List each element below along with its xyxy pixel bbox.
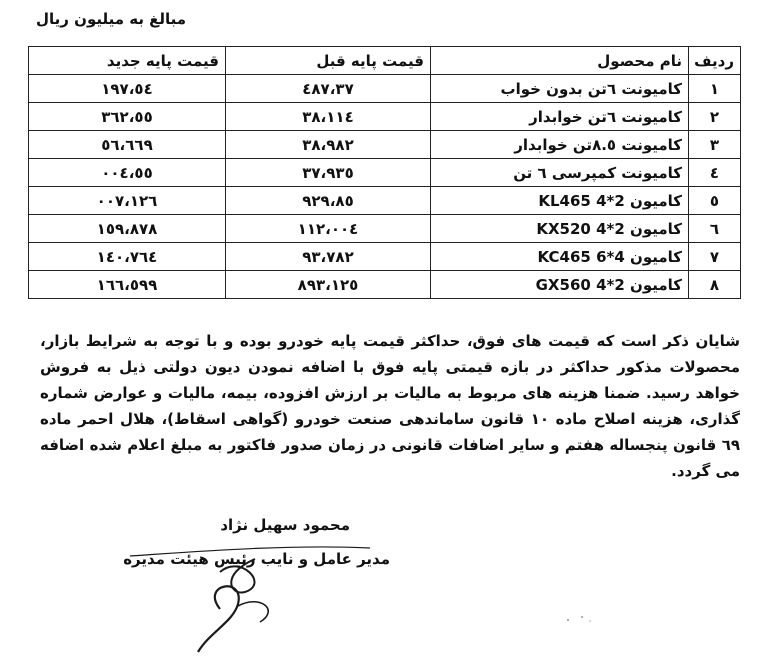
old-price: ۱۲٥،۸۹۳: [226, 271, 431, 299]
table-row: [29, 243, 741, 271]
old-price: ۱۱۲،۰۰٤: [226, 215, 431, 243]
row-number: ۲: [689, 103, 741, 131]
scan-specks: [560, 600, 620, 630]
product-name: کامیونت ٦تن بدون خواب: [431, 75, 689, 103]
old-price: ۳۸،۹۸۲: [226, 131, 431, 159]
row-number: ۷: [689, 243, 741, 271]
table-row: [29, 187, 741, 215]
table-header-row: [29, 47, 741, 75]
signer-title: مدیر عامل و نایب رئیس هیئت مدیره: [123, 550, 390, 568]
product-name: کامیون 2*4 KX520: [431, 215, 689, 243]
row-number: ۱: [689, 75, 741, 103]
new-price: ۱٦٦،٥۹۹: [29, 271, 226, 299]
table-row: [29, 159, 741, 187]
old-price: ۳۷،٤۸۷: [226, 75, 431, 103]
signature-block: [70, 514, 410, 654]
header-row-number: ردیف: [689, 47, 741, 75]
product-name: کامیون 4*6 KC465: [431, 243, 689, 271]
header-new-price: قیمت پایه جدید: [29, 47, 226, 75]
new-price: ٥٤،۱۹۷: [29, 75, 226, 103]
product-name: کامیون 2*4 GX560: [431, 271, 689, 299]
old-price: ۸٥،۹۲۹: [226, 187, 431, 215]
old-price: ۳۷،۹۳٥: [226, 159, 431, 187]
notice-paragraph: شایان ذکر است که قیمت های فوق، حداکثر قیمت پایه خودرو بوده و با توجه به شرایط بازار، محصولات مذکور حداکثر در بازه قیمتی پایه فوق با اضافه نمودن دیون دولتی ذیل به فروش خواهد رسید. ضمنا هزینه های مربوط به مالیات بر ارزش افزوده، بیمه، مالیات و عوارض شماره گذاری، هزینه اصلاح ماده ۱۰ قانون ساماندهی صنعت خودرو (گواهی اسقاط)، هلال احمر ماده ٦۹ قانون پنجساله هفتم و سایر اضافات قانونی در زمان صدور فاکتور به مبلغ اعلام شده اضافه می گردد.: [40, 332, 740, 480]
product-name: کامیونت ۸.٥تن خوابدار: [431, 131, 689, 159]
new-price: ٥٥،۳٦۲: [29, 103, 226, 131]
row-number: ٥: [689, 187, 741, 215]
table-row: [29, 103, 741, 131]
price-table: [28, 46, 741, 299]
product-name: کامیون 2*4 KL465: [431, 187, 689, 215]
signer-name: محمود سهیل نژاد: [220, 516, 350, 534]
row-number: ٦: [689, 215, 741, 243]
row-number: ۸: [689, 271, 741, 299]
table-row: [29, 215, 741, 243]
old-price: ۳۸،۱۱٤: [226, 103, 431, 131]
row-number: ٤: [689, 159, 741, 187]
table-row: [29, 271, 741, 299]
new-price: ٥٦،٦٦۹: [29, 131, 226, 159]
product-name: کامیونت کمپرسی ٦ تن: [431, 159, 689, 187]
new-price: ۱٥۹،۸۷۸: [29, 215, 226, 243]
table-row: [29, 131, 741, 159]
header-old-price: قیمت پایه قبل: [226, 47, 431, 75]
new-price: ۱٤۰،۷٦٤: [29, 243, 226, 271]
new-price: ٥٥،۰۰٤: [29, 159, 226, 187]
table-row: [29, 75, 741, 103]
row-number: ۳: [689, 131, 741, 159]
old-price: ۹۳،۷۸۲: [226, 243, 431, 271]
header-product-name: نام محصول: [431, 47, 689, 75]
new-price: ۱۲٦،۰۰۷: [29, 187, 226, 215]
unit-note: مبالغ به میلیون ریال: [36, 10, 187, 28]
product-name: کامیونت ٦تن خوابدار: [431, 103, 689, 131]
handwritten-signature: [70, 514, 410, 654]
